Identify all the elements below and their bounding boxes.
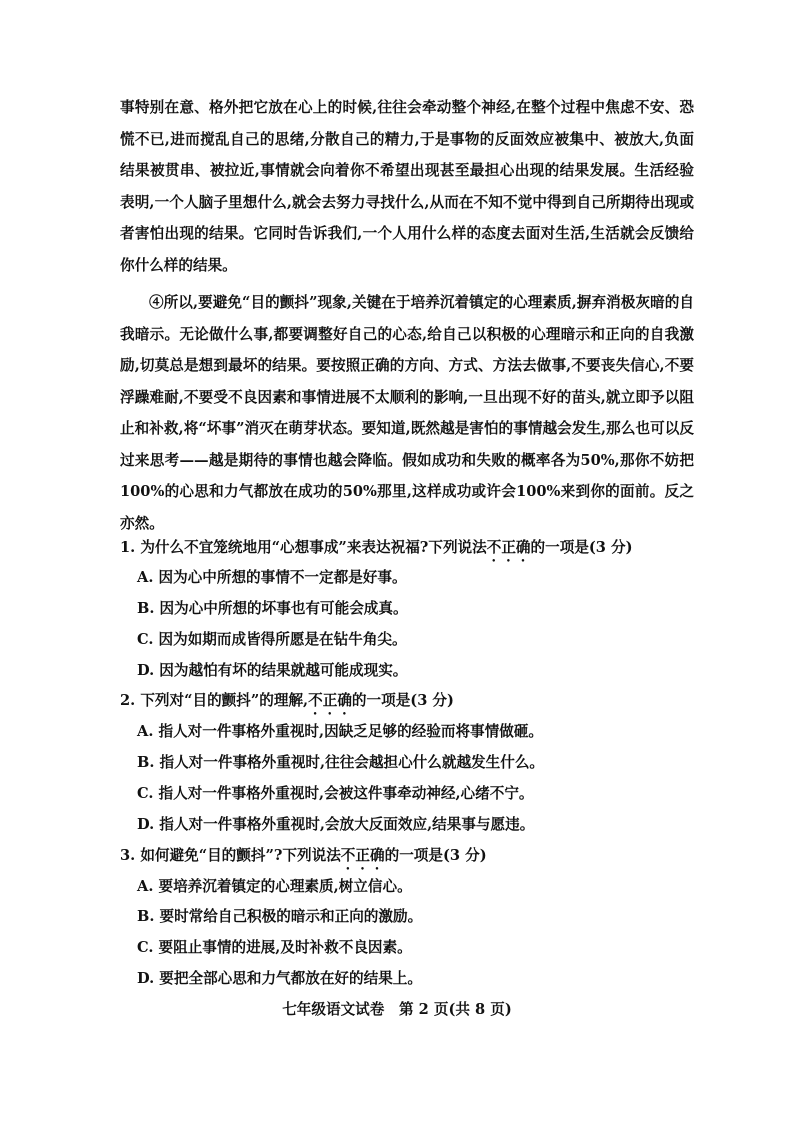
question-2-option-c: C. 指人对一件事格外重视时,会被这件事牵动神经,心绪不宁。 <box>137 785 534 802</box>
question-3-option-b: B. 要时常给自己积极的暗示和正向的激励。 <box>137 908 423 925</box>
question-2-option-d: D. 指人对一件事格外重视时,会放大反面效应,结果事与愿违。 <box>137 816 535 833</box>
question-3-stem <box>120 846 694 873</box>
question-3-emphasis: 不正确 <box>340 847 385 864</box>
question-1-score: 的一项是(3 分) <box>530 539 633 556</box>
question-3-option-c: C. 要阻止事情的进展,及时补救不良因素。 <box>137 939 412 956</box>
page-footer: 七年级语文试卷 第 2 页(共 8 页) <box>282 1001 512 1018</box>
question-1-option-d: D. 因为越怕有坏的结果就越可能成现实。 <box>137 662 408 679</box>
question-3-score: 的一项是(3 分) <box>384 847 487 864</box>
question-2-stem <box>120 691 694 718</box>
question-3-option-d: D. 要把全部心思和力气都放在好的结果上。 <box>137 970 422 987</box>
question-1-option-a: A. 因为心中所想的事情不一定都是好事。 <box>137 569 407 586</box>
question-2-stem-text: 2. 下列对“目的颤抖”的理解, <box>120 692 309 709</box>
passage-paragraph-3-continued: 事特别在意、格外把它放在心上的时候,往往会牵动整个神经,在整个过程中焦虑不安、恐慌不已,进而搅乱自己的思绪,分散自己的精力,于是事物的反面效应被集中、被放大,负面结果被贯串、被拉近,事情就会向着你不希望出现甚至最担心出现的结果发展。生活经验表明,一个人脑子里想什么,就会去努力寻找什么,从而在不知不觉中得到自己所期待出现或者害怕出现的结果。它同时告诉我们,一个人用什么样的态度去面对生活,生活就会反馈给你什么样的结果。 <box>120 99 694 274</box>
question-1-option-c: C. 因为如期而成皆得所愿是在钻牛角尖。 <box>137 631 407 648</box>
question-1-stem-text: 1. 为什么不宜笼统地用“心想事成”来表达祝福?下列说法 <box>120 539 487 556</box>
question-3-stem-text: 3. 如何避免“目的颤抖”?下列说法 <box>120 847 341 864</box>
question-1-emphasis: 不正确 <box>486 539 531 556</box>
question-2-option-a: A. 指人对一件事格外重视时,因缺乏足够的经验而将事情做砸。 <box>137 723 544 740</box>
question-1-option-b: B. 因为心中所想的坏事也有可能会成真。 <box>137 600 408 617</box>
question-1-stem <box>120 538 694 565</box>
question-2-emphasis: 不正确 <box>308 692 352 709</box>
question-3-option-a: A. 要培养沉着镇定的心理素质,树立信心。 <box>137 878 412 895</box>
passage-paragraph-4: ④所以,要避免“目的颤抖”现象,关键在于培养沉着镇定的心理素质,摒弃消极灰暗的自我暗示。无论做什么事,都要调整好自己的心态,给自己以积极的心理暗示和正向的自我激励,切莫总是想到最坏的结果。要按照正确的方向、方式、方法去做事,不要丧失信心,不要浮躁难耐,不要受不良因素和事情进展不太顺利的影响,一旦出现不好的苗头,就立即予以阻止和补救,将“坏事”消灭在萌芽状态。要知道,既然越是害怕的事情越会发生,那么也可以反过来思考——越是期待的事情也越会降临。假如成功和失败的概率各为50%,那你不妨把100%的心思和力气都放在成功的50%那里,这样成功或许会100%来到你的面前。反之亦然。 <box>120 294 694 532</box>
question-2-score: 的一项是(3 分) <box>351 692 454 709</box>
question-2-option-b: B. 指人对一件事格外重视时,往往会越担心什么就越发生什么。 <box>137 754 545 771</box>
